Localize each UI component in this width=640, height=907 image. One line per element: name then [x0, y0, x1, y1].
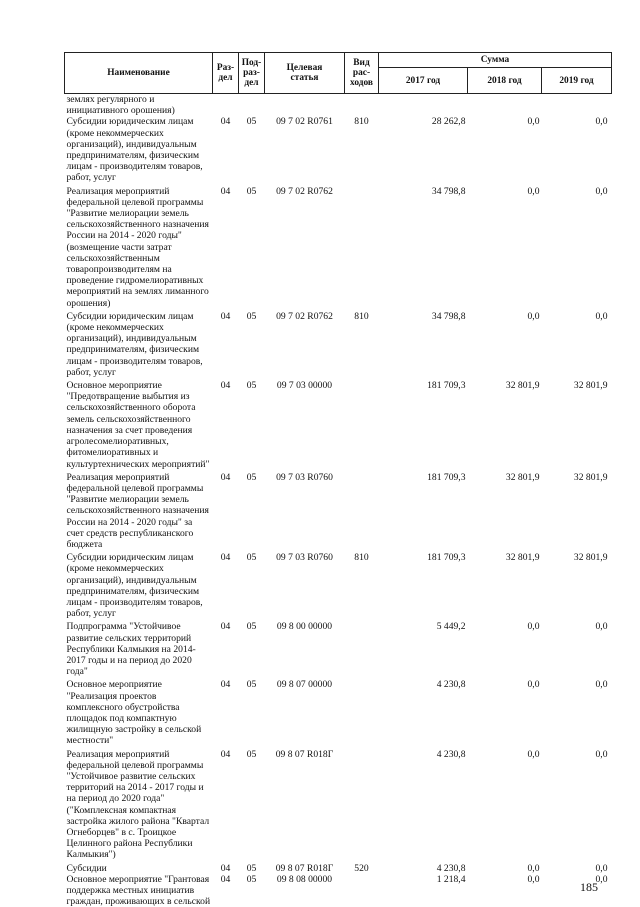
row-expense-type: [345, 94, 379, 117]
row-expense-type: 810: [345, 309, 379, 378]
row-sum-2017: 4 230,8: [379, 861, 468, 874]
row-name: Реализация мероприятий федеральной целевой программы "Развитие мелиорации земель сельскохозяйственного назначения России на 2014 - 2020 годы" (возмещение части затрат сельскохозяйственным товаропроизводителям на проведение гидромелиоративных мероприятий на землях лиманного орошения): [65, 184, 213, 309]
row-sum-2019: [542, 94, 612, 117]
table-row: [65, 309, 612, 378]
row-sum-2018: 32 801,9: [468, 470, 542, 550]
row-expense-type: [345, 874, 379, 907]
row-sum-2017: 181 709,3: [379, 470, 468, 550]
row-expense-type: [345, 619, 379, 677]
row-sum-2018: 32 801,9: [468, 550, 542, 619]
row-sum-2019: 0,0: [542, 861, 612, 874]
table-header: [65, 53, 612, 94]
row-sum-2019: 32 801,9: [542, 470, 612, 550]
row-expense-type: [345, 470, 379, 550]
row-section: 04: [213, 184, 239, 309]
row-name: Субсидии юридическим лицам (кроме некоммерческих организаций), индивидуальным предпринимателям, физическим лицам - производителям товаров, работ, услуг: [65, 550, 213, 619]
row-subsection: 05: [239, 861, 265, 874]
header-sum: Сумма: [379, 53, 612, 68]
row-target: [265, 94, 345, 117]
row-subsection: 05: [239, 550, 265, 619]
row-sum-2019: 0,0: [542, 677, 612, 746]
budget-table: [64, 52, 612, 907]
row-sum-2019: 0,0: [542, 184, 612, 309]
row-name: Реализация мероприятий федеральной целевой программы "Развитие мелиорации земель сельскохозяйственного назначения России на 2014 - 2020 годы" за счет средств республиканского бюджета: [65, 470, 213, 550]
table-row: [65, 677, 612, 746]
row-section: 04: [213, 861, 239, 874]
row-sum-2017: 4 230,8: [379, 747, 468, 861]
row-name: Субсидии юридическим лицам (кроме некоммерческих организаций), индивидуальным предпринимателям, физическим лицам - производителям товаров, работ, услуг: [65, 116, 213, 183]
row-sum-2019: 0,0: [542, 619, 612, 677]
header-target-text: Целевая статья: [287, 63, 323, 83]
row-subsection: 05: [239, 309, 265, 378]
row-section: 04: [213, 309, 239, 378]
row-section: [213, 94, 239, 117]
row-section: 04: [213, 550, 239, 619]
row-sum-2018: 0,0: [468, 619, 542, 677]
row-subsection: [239, 94, 265, 117]
row-target: 09 8 07 R018Г: [265, 861, 345, 874]
row-section: 04: [213, 470, 239, 550]
row-target: 09 7 03 R0760: [265, 550, 345, 619]
table-row: [65, 184, 612, 309]
row-target: 09 8 00 00000: [265, 619, 345, 677]
row-target: 09 7 03 00000: [265, 378, 345, 470]
row-expense-type: [345, 378, 379, 470]
row-sum-2018: 0,0: [468, 677, 542, 746]
row-sum-2019: 32 801,9: [542, 550, 612, 619]
row-section: 04: [213, 619, 239, 677]
row-sum-2018: [468, 94, 542, 117]
row-sum-2018: 0,0: [468, 747, 542, 861]
row-subsection: 05: [239, 116, 265, 183]
row-name: Подпрограмма "Устойчивое развитие сельских территорий Республики Калмыкия на 2014-2017 годы и на период до 2020 года": [65, 619, 213, 677]
row-target: 09 8 07 00000: [265, 677, 345, 746]
row-subsection: 05: [239, 378, 265, 470]
table-row: [65, 550, 612, 619]
row-target: 09 7 02 R0761: [265, 116, 345, 183]
row-section: 04: [213, 677, 239, 746]
row-expense-type: 810: [345, 550, 379, 619]
row-name: Субсидии: [65, 861, 213, 874]
row-target: 09 7 02 R0762: [265, 184, 345, 309]
row-target: 09 7 02 R0762: [265, 309, 345, 378]
row-expense-type: 520: [345, 861, 379, 874]
table-row: [65, 378, 612, 470]
table-row: [65, 747, 612, 861]
row-target: 09 7 03 R0760: [265, 470, 345, 550]
header-expense-type-text: Вид рас- ходов: [350, 58, 373, 88]
row-name: Основное мероприятие "Грантовая поддержка местных инициатив граждан, проживающих в сельской: [65, 874, 213, 907]
row-expense-type: 810: [345, 116, 379, 183]
row-sum-2017: 28 262,8: [379, 116, 468, 183]
row-target: 09 8 07 R018Г: [265, 747, 345, 861]
table-row: [65, 116, 612, 183]
row-sum-2017: 34 798,8: [379, 184, 468, 309]
row-subsection: 05: [239, 619, 265, 677]
table-row: [65, 861, 612, 874]
row-name: землях регулярного и инициативного орошения): [65, 94, 213, 117]
row-sum-2017: 34 798,8: [379, 309, 468, 378]
header-section-text: Раз- дел: [217, 63, 234, 83]
row-name: Основное мероприятие "Предотвращение выбытия из сельскохозяйственного оборота земель сельскохозяйственного назначения за счет проведения агролесомелиоративных, фитомелиоративных и культуртехнических мероприятий": [65, 378, 213, 470]
header-target: [265, 53, 345, 94]
row-sum-2018: 0,0: [468, 861, 542, 874]
row-target: 09 8 08 00000: [265, 874, 345, 907]
table-row: [65, 470, 612, 550]
row-sum-2019: 0,0: [542, 309, 612, 378]
row-expense-type: [345, 184, 379, 309]
row-sum-2018: 0,0: [468, 116, 542, 183]
row-sum-2018: 0,0: [468, 309, 542, 378]
header-name: Наименование: [65, 53, 213, 94]
header-subsection-text: Под- раз- дел: [242, 58, 262, 88]
row-subsection: 05: [239, 184, 265, 309]
header-2018: 2018 год: [468, 68, 542, 94]
header-subsection: [239, 53, 265, 94]
header-expense-type: [345, 53, 379, 94]
row-subsection: 05: [239, 874, 265, 907]
row-section: 04: [213, 378, 239, 470]
table-body: [65, 94, 612, 907]
row-name: Субсидии юридическим лицам (кроме некоммерческих организаций), индивидуальным предпринимателям, физическим лицам - производителям товаров, работ, услуг: [65, 309, 213, 378]
header-2017: 2017 год: [379, 68, 468, 94]
row-expense-type: [345, 747, 379, 861]
row-name: Основное мероприятие "Реализация проектов комплексного обустройства площадок под компактную жилищную застройку в сельской местности": [65, 677, 213, 746]
row-sum-2017: [379, 94, 468, 117]
row-sum-2017: 1 218,4: [379, 874, 468, 907]
row-sum-2019: 32 801,9: [542, 378, 612, 470]
row-sum-2017: 181 709,3: [379, 550, 468, 619]
row-sum-2017: 5 449,2: [379, 619, 468, 677]
page-number: 185: [580, 880, 598, 895]
row-subsection: 05: [239, 470, 265, 550]
row-sum-2019: 0,0: [542, 116, 612, 183]
header-2019: 2019 год: [542, 68, 612, 94]
row-expense-type: [345, 677, 379, 746]
row-sum-2017: 4 230,8: [379, 677, 468, 746]
row-section: 04: [213, 874, 239, 907]
table-row: [65, 94, 612, 117]
row-sum-2018: 0,0: [468, 874, 542, 907]
row-subsection: 05: [239, 747, 265, 861]
header-section: [213, 53, 239, 94]
row-section: 04: [213, 116, 239, 183]
row-sum-2019: 0,0: [542, 747, 612, 861]
row-subsection: 05: [239, 677, 265, 746]
row-name: Реализация мероприятий федеральной целевой программы "Устойчивое развитие сельских территорий на 2014 - 2017 годы и на период до 2020 года" ("Комплексная компактная застройка жилого района "Квартал Огнеборцев" в с. Троицкое Целинного района Республики Калмыкия"): [65, 747, 213, 861]
row-sum-2017: 181 709,3: [379, 378, 468, 470]
row-sum-2019: 0,0: [542, 874, 612, 907]
row-sum-2018: 0,0: [468, 184, 542, 309]
table-row: [65, 874, 612, 907]
table-row: [65, 619, 612, 677]
row-section: 04: [213, 747, 239, 861]
row-sum-2018: 32 801,9: [468, 378, 542, 470]
